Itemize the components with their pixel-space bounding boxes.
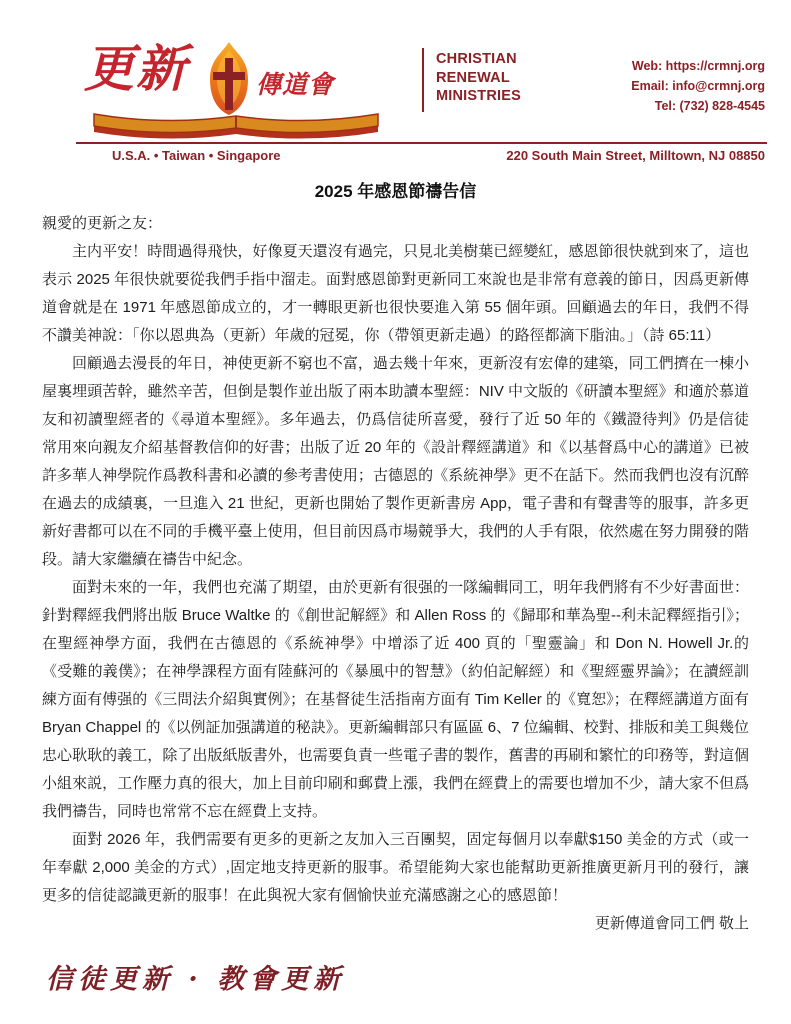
signature: 更新傳道會同工們 敬上 bbox=[594, 915, 749, 932]
paragraph-1: 主内平安！時間過得飛快，好像夏天還沒有過完，只見北美樹葉已經變紅，感恩節很快就到來了，這也表示 2025 年很快就要從我們手指中溜走。面對感恩節對更新同工來說也是非常有意義的節日，因爲更新傳道會就是在 1971 年感恩節成立的，才一轉眼更新也很快要進入第 55 個年頭。回顧過去的年日，我們不得不讚美神說：「你以恩典為（更新）年歲的冠冕，你（帶領更新走過）的路徑都滴下脂油。」（詩 65:11） bbox=[42, 243, 749, 344]
logo-cn-sub-text: 傳道會 bbox=[256, 70, 335, 99]
paragraph-4: 面對 2026 年，我們需要有更多的更新之友加入三百團契，固定每個月以奉獻$150 美金的方式（或一年奉獻 2,000 美金的方式）,固定地支持更新的服事。希望能夠大家也能幫助更新推廣更新月刊的發行，讓更多的信徒認識更新的服事！在此與祝大家有個愉快並充滿感謝之心的感恩節！ bbox=[42, 831, 749, 904]
paragraph-3: 面對未來的一年，我們也充滿了期望，由於更新有很强的一隊編輯同工，明年我們將有不少好書面世：針對釋經我們將出版 Bruce Waltke 的《創世記解經》和 Allen Ross 的《歸耶和華為聖--利未記釋經指引》；在聖經神學方面，我們在古德恩的《系統神學》中增添了近 400 頁的「聖靈論」和 Don N. Howell Jr.的《受難的義僕》；在神學課程方面有陸蘇河的《暴風中的智慧》（約伯記解經）和《聖經靈界論》；在讀經訓練方面有傅强的《三問法介紹與實例》；在基督徒生活指南方面有 Tim Keller 的《寬恕》；在釋經講道方面有 Bryan Chappel 的《以例証加强講道的秘訣》。更新編輯部只有區區 6、7 位編輯、校對、排版和美工與幾位忠心耿耿的義工，除了出版紙版書外，也需要負責一些電子書的製作，舊書的再刷和繁忙的印務等，對這個小組來説，工作壓力真的很大，加上目前印刷和郵費上漲，我們在經費上的需要也增加不少，請大家不但爲我們禱告，同時也常常不忘在經費上支持。 bbox=[42, 579, 749, 820]
logo-en-line-2: RENEWAL bbox=[436, 69, 510, 86]
contact-email: Email: info@crmnj.org bbox=[631, 79, 765, 93]
logo-en-line-1: CHRISTIAN bbox=[436, 51, 517, 67]
ministry-logo bbox=[84, 39, 414, 140]
address-text: 220 South Main Street, Milltown, NJ 08850 bbox=[506, 148, 765, 163]
footer-slogan: 信徒更新 · 教會更新 bbox=[46, 964, 346, 995]
contact-web: Web: https://crmnj.org bbox=[631, 59, 765, 73]
letter-title: 2025 年感恩節禱告信 bbox=[314, 182, 477, 201]
header bbox=[0, 0, 791, 140]
logo-cn-main-text: 更新 bbox=[84, 39, 188, 98]
header-bottom bbox=[0, 144, 791, 163]
logo-divider bbox=[422, 48, 424, 112]
open-book-icon bbox=[86, 112, 386, 140]
logo-en-line-3: MINISTRIES bbox=[436, 88, 521, 105]
regions-text: U.S.A. • Taiwan • Singapore bbox=[112, 148, 281, 163]
salutation: 親愛的更新之友： bbox=[42, 215, 163, 232]
contact-block bbox=[631, 46, 765, 116]
contact-tel: Tel: (732) 828-4545 bbox=[654, 99, 765, 113]
flame-cross-icon bbox=[204, 42, 254, 116]
letter-body bbox=[0, 202, 791, 938]
logo-en-name bbox=[436, 46, 521, 106]
paragraph-2: 回顧過去漫長的年日，神使更新不窮也不富，過去幾十年來，更新沒有宏偉的建築，同工們擠在一棟小屋裏埋頭苦幹，雖然辛苦，但倒是製作並出版了兩本助讀本聖經：NIV 中文版的《研讀本聖經》和適於慕道友和初讀聖經者的《尋道本聖經》。多年過去，仍爲信徒所喜愛，發行了近 50 年的《鐵證待判》仍是信徒常用來向親友介紹基督教信仰的好書；出版了近 20 年的《設計釋經講道》和《以基督爲中心的講道》已被許多華人神學院作爲教科書和必讀的參考書使用；古德恩的《系統神學》更不在話下。然而我們也沒有沉醉在過去的成績裏，一旦進入 21 世紀，更新也開始了製作更新書房 App，電子書和有聲書等的服事，許多更新好書都可以在不同的手機平臺上使用，但目前因爲市場競爭大，我們的人手有限，依然處在努力開發的階段。請大家繼續在禱告中紀念。 bbox=[42, 355, 749, 568]
